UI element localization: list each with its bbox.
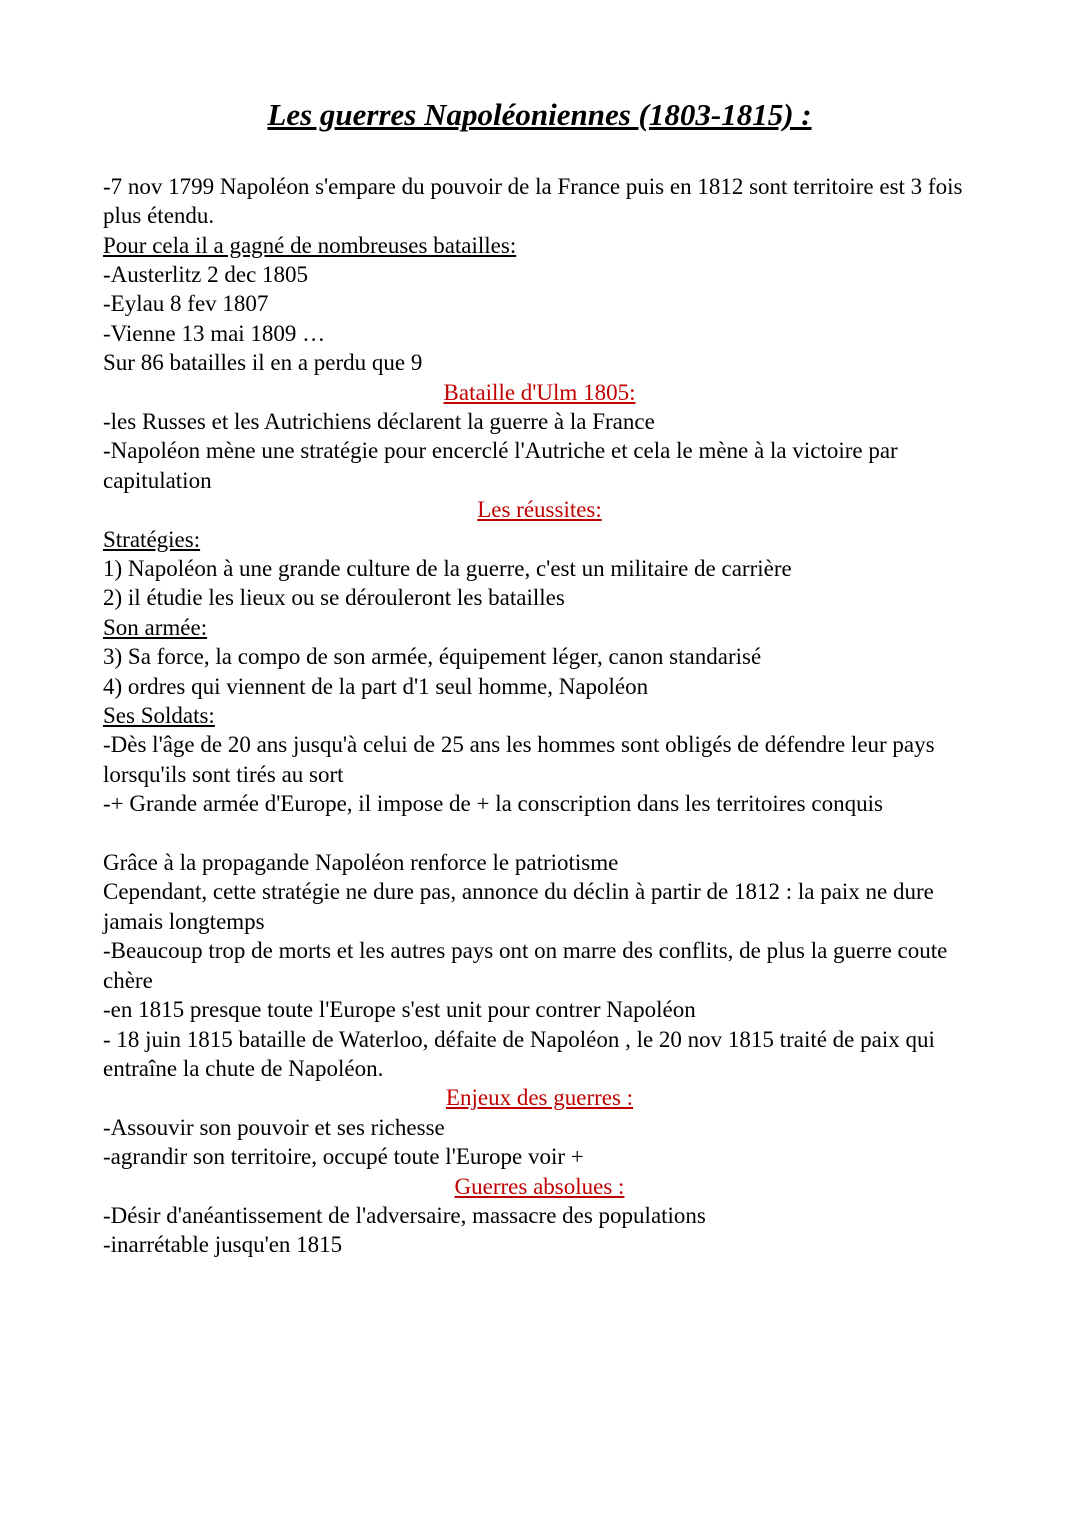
paragraph: -Assouvir son pouvoir et ses richesse bbox=[103, 1114, 445, 1140]
paragraph: 1) Napoléon à une grande culture de la guerre, c'est un militaire de carrière bbox=[103, 556, 792, 582]
paragraph: - 18 juin 1815 bataille de Waterloo, défaite de Napoléon , le 20 nov 1815 traité de paix qui entraîne la chute de Napoléon. bbox=[103, 1026, 935, 1081]
paragraph: -Beaucoup trop de morts et les autres pays ont on marre des conflits, de plus la guerre coute chère bbox=[103, 938, 948, 993]
section-heading: Guerres absolues : bbox=[454, 1173, 625, 1199]
paragraph: -agrandir son territoire, occupé toute l'Europe voir + bbox=[103, 1144, 584, 1170]
document-body bbox=[103, 172, 976, 1260]
paragraph: -les Russes et les Autrichiens déclarent la guerre à la France bbox=[103, 409, 655, 434]
paragraph: -Vienne 13 mai 1809 … bbox=[103, 320, 326, 346]
document-title: Les guerres Napoléoniennes (1803-1815) : bbox=[267, 97, 812, 132]
paragraph: 4) ordres qui viennent de la part d'1 seul homme, Napoléon bbox=[103, 673, 649, 699]
paragraph: 2) il étudie les lieux ou se dérouleront les batailles bbox=[103, 585, 565, 611]
paragraph: -Dès l'âge de 20 ans jusqu'à celui de 25 ans les hommes sont obligés de défendre leur pays lorsqu'ils sont tirés au sort bbox=[103, 732, 935, 787]
subsection-heading: Son armée: bbox=[103, 614, 208, 640]
paragraph: -7 nov 1799 Napoléon s'empare du pouvoir de la France puis en 1812 sont territoire est 3 fois plus étendu. bbox=[103, 173, 963, 229]
paragraph: -Eylau 8 fev 1807 bbox=[103, 291, 269, 317]
paragraph: -en 1815 presque toute l'Europe s'est unit pour contrer Napoléon bbox=[103, 997, 696, 1023]
paragraph: -Austerlitz 2 dec 1805 bbox=[103, 261, 309, 287]
subsection-heading: Pour cela il a gagné de nombreuses batailles: bbox=[103, 232, 517, 258]
section-heading: Bataille d'Ulm 1805: bbox=[443, 379, 636, 405]
subsection-heading: Stratégies: bbox=[103, 526, 201, 552]
section-heading: Enjeux des guerres : bbox=[445, 1085, 634, 1111]
paragraph: -Désir d'anéantissement de l'adversaire, massacre des populations bbox=[103, 1202, 706, 1228]
paragraph: Sur 86 batailles il en a perdu que 9 bbox=[103, 350, 423, 376]
paragraph: Cependant, cette stratégie ne dure pas, annonce du déclin à partir de 1812 : la paix ne dure jamais longtemps bbox=[103, 879, 934, 934]
blank-line bbox=[103, 819, 976, 848]
paragraph: -Napoléon mène une stratégie pour encerclé l'Autriche et cela le mène à la victoire par capitulation bbox=[103, 438, 898, 493]
paragraph: 3) Sa force, la compo de son armée, équipement léger, canon standarisé bbox=[103, 644, 762, 670]
paragraph: Grâce à la propagande Napoléon renforce le patriotisme bbox=[103, 850, 619, 876]
paragraph: -+ Grande armée d'Europe, il impose de + la conscription dans les territoires conquis bbox=[103, 791, 883, 817]
paragraph: -inarrétable jusqu'en 1815 bbox=[103, 1232, 343, 1258]
section-heading: Les réussites: bbox=[477, 497, 602, 523]
subsection-heading: Ses Soldats: bbox=[103, 703, 215, 729]
